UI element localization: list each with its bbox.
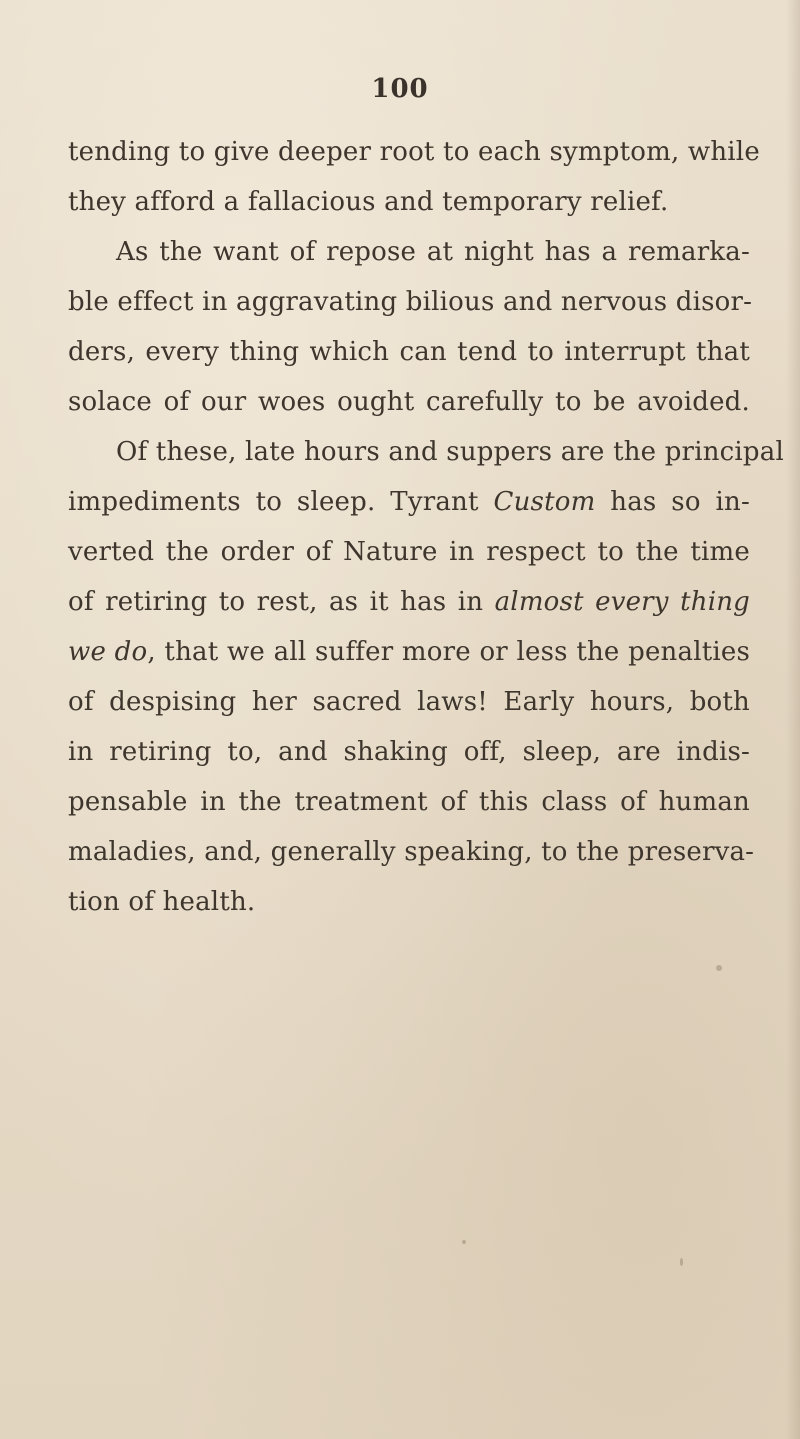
text-segment: of retiring to rest, as it has in <box>68 587 495 617</box>
italic-text: almost every thing <box>494 587 750 617</box>
italic-text: Custom <box>493 487 596 517</box>
paragraph-start-line: As the want of repose at night has a remarka- <box>116 237 750 267</box>
text-line: pensable in the treatment of this class of human <box>68 787 750 817</box>
paper-speck <box>680 1258 683 1266</box>
italic-text: we do <box>68 637 148 667</box>
text-line: of despising her sacred laws! Early hours, both <box>68 687 750 717</box>
body-text <box>68 127 784 927</box>
text-line: in retiring to, and shaking off, sleep, are indis- <box>68 737 750 767</box>
text-segment: , that we all suffer more or less the penalties <box>147 637 751 667</box>
text-segment: impediments to sleep. Tyrant <box>68 487 494 517</box>
text-line: ble effect in aggravating bilious and nervous disor- <box>68 287 753 317</box>
text-line <box>68 577 750 627</box>
paper-speck <box>716 965 722 971</box>
page-number: 100 <box>371 74 429 104</box>
text-line: tending to give deeper root to each symptom, while <box>68 137 760 167</box>
text-line: maladies, and, generally speaking, to the preserva- <box>68 837 755 867</box>
text-line: ders, every thing which can tend to interrupt that <box>68 337 750 367</box>
text-segment: has so in- <box>595 487 750 517</box>
text-line <box>68 477 750 527</box>
text-line: tion of health. <box>68 887 256 917</box>
text-line: verted the order of Nature in respect to the time <box>68 537 750 567</box>
text-line: they afford a fallacious and temporary relief. <box>68 187 669 217</box>
text-line: solace of our woes ought carefully to be avoided. <box>68 387 750 417</box>
paragraph-start-line: Of these, late hours and suppers are the principal <box>116 437 784 467</box>
paper-speck <box>462 1240 466 1244</box>
text-line <box>68 627 750 677</box>
page-edge-shadow <box>786 0 800 1439</box>
